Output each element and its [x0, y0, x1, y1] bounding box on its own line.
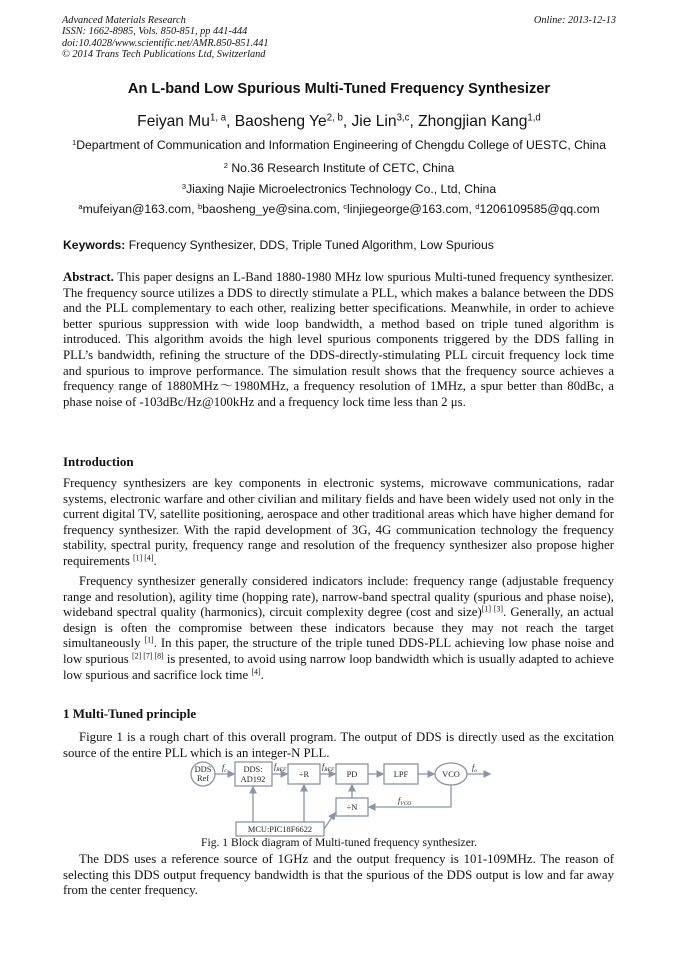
dds-ref-label: Ref: [196, 774, 210, 783]
intro-p2-text: . Generally, an actual design is often the compromise between these indicators because they may not reach the target simultaneously: [63, 605, 614, 651]
author-name: Feiyan Mu: [137, 113, 210, 130]
email-sup: b: [197, 201, 203, 211]
affiliation-2: [0, 161, 678, 175]
mcu-label: MCU:PIC18F6622: [247, 825, 313, 834]
author-sup: 1, a: [209, 112, 227, 124]
author-sup: 1,d: [527, 112, 541, 124]
author-list: Feiyan Mu$^{1, a}$, Baosheng Ye$^{2, b}$, Jie Lin$^{3,c}$, Zhongjian Kang$^{1,d}$: [137, 112, 541, 130]
author-sup: 3,c: [396, 112, 410, 124]
intro-p2-text: .: [260, 667, 264, 682]
intro-p2-text: is presented, to avoid using narrow loop bandwidth which is usually adapted to achieve low spurious and sacrifice lock time: [63, 651, 614, 682]
keywords: [63, 238, 494, 252]
vco-label: VCO: [442, 770, 460, 779]
author-name: Baosheng Ye: [234, 113, 327, 130]
copyright-line: © 2014 Trans Tech Publications Ltd, Switzerland: [62, 48, 266, 60]
author-sup: 2, b: [326, 112, 343, 124]
citation-ref[interactable]: [1] [4]: [133, 553, 154, 563]
dds-label: AD192: [240, 775, 266, 784]
signal-fref-label: $f_{REF}$: [274, 762, 287, 773]
dds-label: DDS:: [243, 765, 263, 774]
introduction-paragraph-2: [63, 574, 614, 683]
section-1-paragraph-2: The DDS uses a reference source of 1GHz and the output frequency is 101-109MHz. The reason of selecting this DDS output frequency bandwidth is that the spurious of the DDS output is low and far away from the center frequency.: [63, 852, 614, 898]
section-1-heading: 1 Multi-Tuned principle: [63, 706, 197, 721]
divider-r-label: ÷R: [298, 770, 310, 779]
intro-p1-text: Frequency synthesizers are key components in electronic systems, microwave communications, radar systems, electronic warfare and other civilian and military fields and have been widely used not only in the current digital TV, satellite positioning, aerospace and other traditional areas which have higher demand for frequency synthesizer. With the rapid development of 3G, 4G communication technology the frequency stability, spectral purity, frequency range and resolution of the frequency synthesizer also propose higher requirements: [63, 476, 614, 568]
doi-line: doi:10.4028/www.scientific.net/AMR.850-851.441: [62, 37, 269, 49]
lpf-label: LPF: [393, 770, 409, 779]
introduction-paragraph-1: [63, 476, 614, 570]
figure-1-caption: Fig. 1 Block diagram of Multi-tuned frequency synthesizer.: [201, 836, 477, 849]
keywords-label: Keywords:: [63, 238, 126, 252]
citation-ref[interactable]: [2] [7] [8]: [131, 651, 164, 661]
author-name: Jie Lin: [351, 113, 397, 130]
affiliation-sup: 3: [181, 181, 187, 191]
affiliation-sup: 1: [72, 137, 77, 147]
affiliation-1: [0, 138, 678, 152]
dds-ref-label: DDS: [194, 765, 212, 774]
section-1-paragraph-1: Figure 1 is a rough chart of this overall program. The output of DDS is directly used as the excitation source of the entire PLL which is an integer-N PLL.: [63, 730, 614, 760]
abstract-label: Abstract.: [63, 270, 114, 284]
journal-header: [62, 15, 269, 60]
citation-ref[interactable]: [4]: [251, 667, 261, 677]
email-link[interactable]: mufeiyan@163.com: [82, 202, 192, 216]
journal-name: Advanced Materials Research: [62, 15, 186, 26]
email-list: $^a$mufeiyan@163.com, $^b$baosheng_ye@sina.com, $^c$linjiegeorge@163.com, $^d$1206109585@qq.com: [78, 201, 600, 216]
abstract: [63, 270, 614, 410]
mcu-to-n: [324, 813, 335, 829]
email-sup: d: [475, 201, 480, 211]
email-link[interactable]: baosheng_ye@sina.com: [202, 202, 337, 216]
abstract-text: This paper designs an L-Band 1880-1980 MHz low spurious Multi-tuned frequency synthesizer. The frequency source utilizes a DDS to directly stimulate a PLL, which makes a balance between the DDS and the PLL complementary to each other, realizing better specifications. Meanwhile, in order to achieve better spurious suppression with wide loop bandwidth, a method based on triple tuned algorithm is introduced. This algorithm avoids the high level spurious components triggered by the DDS falling in PLL’s bandwidth, refining the structure of the DDS-directly-stimulating PLL circuit frequency lock time and spurious to improve performance. The simulation result shows that the frequency source achieves a frequency range of 1880MHz～1980MHz, a frequency resolution of 1MHz, a spur better than 80dBc, a phase noise of -103dBc/Hz@100kHz and a frequency lock time less than 2 μs.: [63, 270, 614, 409]
email-sup: a: [78, 201, 83, 211]
affiliation-3: [0, 182, 678, 196]
keywords-text: Frequency Synthesizer, DDS, Triple Tuned Algorithm, Low Spurious: [128, 238, 494, 252]
citation-ref[interactable]: [1] [3]: [481, 604, 504, 614]
issn-line: ISSN: 1662-8985, Vols. 850-851, pp 441-444: [62, 26, 248, 38]
email-link[interactable]: 1206109585@qq.com: [479, 202, 600, 216]
intro-p2-text: . In this paper, the structure of the triple tuned DDS-PLL achieving low phase noise and low spurious: [63, 636, 614, 666]
divider-n-label: ÷N: [346, 803, 358, 812]
affiliation-text: Jiaxing Najie Microelectronics Technology Co., Ltd, China: [186, 182, 497, 196]
pd-label: PD: [346, 770, 358, 779]
email-sup: c: [343, 201, 348, 211]
signal-fref-label: $f_{REF}$: [322, 762, 335, 773]
email-link[interactable]: linjiegeorge@163.com: [347, 202, 469, 216]
affiliation-sup: 2: [223, 160, 228, 170]
introduction-heading: Introduction: [63, 454, 134, 469]
intro-p2-text: Frequency synthesizer generally considered indicators include: frequency range (adjustable frequency range and resolution), agility time (hopping rate), narrow-band spectral quality (spurious and phase noise), wideband spectral quality (harmonics), circuit complexity degree (cost and size): [63, 574, 614, 620]
paper-title: An L-band Low Spurious Multi-Tuned Frequency Synthesizer: [127, 81, 551, 97]
figure-1-block-diagram: [186, 761, 496, 837]
author-name: Zhongjian Kang: [418, 113, 528, 130]
affiliation-text: Department of Communication and Information Engineering of Chengdu College of UESTC, China: [76, 138, 606, 152]
affiliation-text: No.36 Research Institute of CETC, China: [231, 161, 455, 175]
signal-fc-label: $f_c$: [222, 763, 227, 774]
signal-fo-label: $f_o$: [472, 763, 477, 774]
citation-ref[interactable]: [1]: [144, 636, 154, 646]
intro-p1-end: .: [153, 553, 157, 568]
block-diagram-svg: [186, 761, 496, 837]
signal-fvco-label: $f_{VCO}$: [398, 796, 412, 807]
online-date: Online: 2013-12-13: [533, 15, 616, 26]
